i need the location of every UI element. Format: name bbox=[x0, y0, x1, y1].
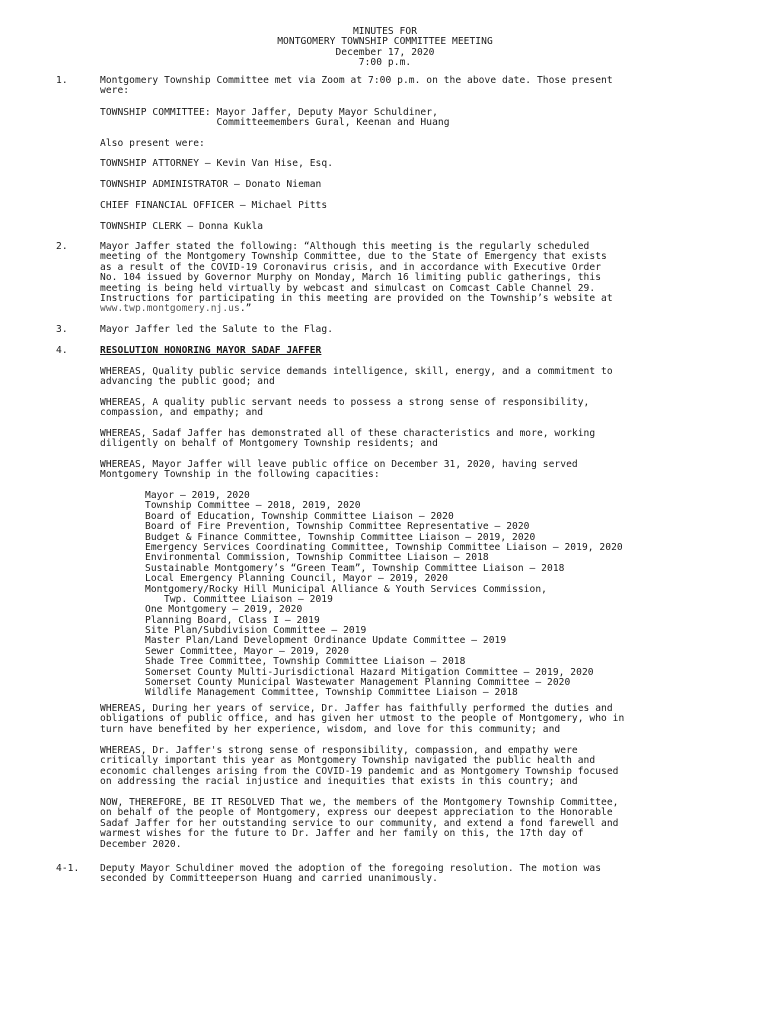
item-number: 4-1. bbox=[56, 863, 80, 874]
text-line: WHEREAS, A quality public servant needs to possess a strong sense of responsibility, bbox=[100, 397, 590, 408]
item-4-heading bbox=[100, 346, 710, 356]
item-number: 1. bbox=[56, 75, 68, 86]
item-1-text bbox=[100, 76, 710, 97]
list-item: Township Committee – 2018, 2019, 2020 bbox=[145, 500, 361, 512]
list-item: Sewer Committee, Mayor – 2019, 2020 bbox=[145, 645, 349, 657]
resolution-heading: RESOLUTION HONORING MAYOR SADAF JAFFER bbox=[100, 345, 322, 356]
text-line: diligently on behalf of Montgomery Township residents; and bbox=[100, 438, 438, 450]
list-item: Somerset County Multi-Jurisdictional Hazard Mitigation Committee – 2019, 2020 bbox=[145, 666, 594, 678]
text-line: WHEREAS, During her years of service, Dr. Jaffer has faithfully performed the duties and bbox=[100, 703, 613, 714]
item-4-1-text bbox=[100, 864, 710, 885]
text-line: Instructions for participating in this meeting are provided on the Township’s website at bbox=[100, 292, 613, 304]
list-item: Sustainable Montgomery’s “Green Team”, Township Committee Liaison – 2018 bbox=[145, 562, 565, 574]
text-line: meeting of the Montgomery Township Committee, due to the State of Emergency that exists bbox=[100, 251, 607, 263]
list-item: Twp. Committee Liaison – 2019 bbox=[164, 593, 333, 605]
text-line: Montgomery Township in the following capacities: bbox=[100, 469, 380, 481]
list-item: Environmental Commission, Township Committee Liaison – 2018 bbox=[145, 552, 489, 564]
text-line: were: bbox=[100, 85, 130, 97]
document-header bbox=[0, 27, 770, 69]
chief-financial-officer: CHIEF FINANCIAL OFFICER – Michael Pitts bbox=[100, 200, 328, 211]
township-attorney: TOWNSHIP ATTORNEY – Kevin Van Hise, Esq. bbox=[100, 158, 334, 169]
text-line: No. 104 issued by Governor Murphy on Monday, March 16 limiting public gatherings, this bbox=[100, 272, 602, 284]
also-present-label: Also present were: bbox=[100, 138, 205, 149]
header-title: MINUTES FOR bbox=[352, 26, 418, 37]
header-date: December 17, 2020 bbox=[335, 46, 435, 58]
item-number: 4. bbox=[56, 345, 68, 356]
text-line: www.twp.montgomery.nj.us.” bbox=[100, 303, 252, 315]
text-line: NOW, THEREFORE, BE IT RESOLVED That we, the members of the Montgomery Township Committee, bbox=[100, 797, 619, 808]
list-item: Budget & Finance Committee, Township Committee Liaison – 2019, 2020 bbox=[145, 531, 536, 543]
list-item: Wildlife Management Committee, Township Committee Liaison – 2018 bbox=[145, 687, 518, 699]
capacities-list bbox=[145, 491, 725, 699]
whereas-5 bbox=[100, 704, 720, 735]
list-item: Master Plan/Land Development Ordinance Update Committee – 2019 bbox=[145, 635, 507, 647]
item-number: 3. bbox=[56, 324, 68, 335]
text-line: compassion, and empathy; and bbox=[100, 407, 264, 419]
whereas-1 bbox=[100, 367, 720, 388]
list-item: Montgomery/Rocky Hill Municipal Alliance & Youth Services Commission, bbox=[145, 583, 547, 595]
list-item: One Montgomery – 2019, 2020 bbox=[145, 604, 303, 616]
text-line: advancing the public good; and bbox=[100, 376, 275, 388]
item-number: 2. bbox=[56, 241, 68, 252]
text-line: Sadaf Jaffer for her outstanding service to our community, and extend a fond farewell and bbox=[100, 817, 619, 829]
text-line: December 2020. bbox=[100, 838, 182, 850]
text-line: TOWNSHIP COMMITTEE: Mayor Jaffer, Deputy Mayor Schuldiner, bbox=[100, 107, 438, 118]
item-2-text bbox=[100, 242, 710, 315]
text-line: Committeemembers Gural, Keenan and Huang bbox=[100, 117, 450, 129]
township-administrator: TOWNSHIP ADMINISTRATOR – Donato Nieman bbox=[100, 179, 322, 190]
header-meeting-name: MONTGOMERY TOWNSHIP COMMITTEE MEETING bbox=[277, 36, 493, 48]
text-line: as a result of the COVID-19 Coronavirus crisis, and in accordance with Executive Order bbox=[100, 261, 602, 273]
header-time: 7:00 p.m. bbox=[358, 57, 412, 69]
text-line: seconded by Committeeperson Huang and carried unanimously. bbox=[100, 873, 438, 885]
whereas-4 bbox=[100, 460, 720, 481]
text-line: on addressing the racial injustice and inequities that exists in this country; and bbox=[100, 776, 578, 788]
resolved-clause bbox=[100, 798, 720, 850]
text-line: warmest wishes for the future to Dr. Jaffer and her family on this, the 17th day of bbox=[100, 828, 584, 840]
text-line: turn have benefited by her experience, wisdom, and love for this community; and bbox=[100, 723, 561, 735]
text-line: Montgomery Township Committee met via Zoom at 7:00 p.m. on the above date. Those present bbox=[100, 75, 613, 86]
whereas-6 bbox=[100, 746, 720, 788]
township-committee-attendance bbox=[100, 108, 720, 129]
text-line: critically important this year as Montgomery Township navigated the public health and bbox=[100, 755, 596, 767]
list-item: Local Emergency Planning Council, Mayor – 2019, 2020 bbox=[145, 573, 448, 585]
list-item: Board of Fire Prevention, Township Committee Representative – 2020 bbox=[145, 521, 530, 533]
text-line: WHEREAS, Mayor Jaffer will leave public office on December 31, 2020, having served bbox=[100, 459, 578, 470]
list-item: Mayor – 2019, 2020 bbox=[145, 490, 250, 501]
text-line: Deputy Mayor Schuldiner moved the adoption of the foregoing resolution. The motion was bbox=[100, 863, 602, 874]
text-line: WHEREAS, Quality public service demands intelligence, skill, energy, and a commitment to bbox=[100, 366, 613, 377]
whereas-3 bbox=[100, 429, 720, 450]
item-3-text: Mayor Jaffer led the Salute to the Flag. bbox=[100, 324, 334, 335]
list-item: Site Plan/Subdivision Committee – 2019 bbox=[145, 625, 367, 637]
text-line: Mayor Jaffer stated the following: “Although this meeting is the regularly scheduled bbox=[100, 241, 590, 252]
township-clerk: TOWNSHIP CLERK – Donna Kukla bbox=[100, 221, 264, 232]
list-item: Shade Tree Committee, Township Committee Liaison – 2018 bbox=[145, 656, 466, 668]
township-website-link[interactable]: www.twp.montgomery.nj.us bbox=[100, 303, 240, 315]
list-item: Planning Board, Class I – 2019 bbox=[145, 614, 320, 626]
text-line: obligations of public office, and has given her utmost to the people of Montgomery, who in bbox=[100, 713, 625, 725]
text-line: WHEREAS, Sadaf Jaffer has demonstrated all of these characteristics and more, working bbox=[100, 428, 596, 439]
text-line: economic challenges arising from the COVID-19 pandemic and as Montgomery Township focused bbox=[100, 765, 619, 777]
whereas-2 bbox=[100, 398, 720, 419]
list-item: Board of Education, Township Committee Liaison – 2020 bbox=[145, 510, 454, 522]
text-line: WHEREAS, Dr. Jaffer's strong sense of responsibility, compassion, and empathy were bbox=[100, 745, 578, 756]
text-line: meeting is being held virtually by webcast and simulcast on Comcast Cable Channel 29. bbox=[100, 282, 596, 294]
list-item: Emergency Services Coordinating Committee, Township Committee Liaison – 2019, 2020 bbox=[145, 541, 623, 553]
text-line: on behalf of the people of Montgomery, express our deepest appreciation to the Honorable bbox=[100, 807, 613, 819]
list-item: Somerset County Municipal Wastewater Management Planning Committee – 2020 bbox=[145, 677, 571, 689]
